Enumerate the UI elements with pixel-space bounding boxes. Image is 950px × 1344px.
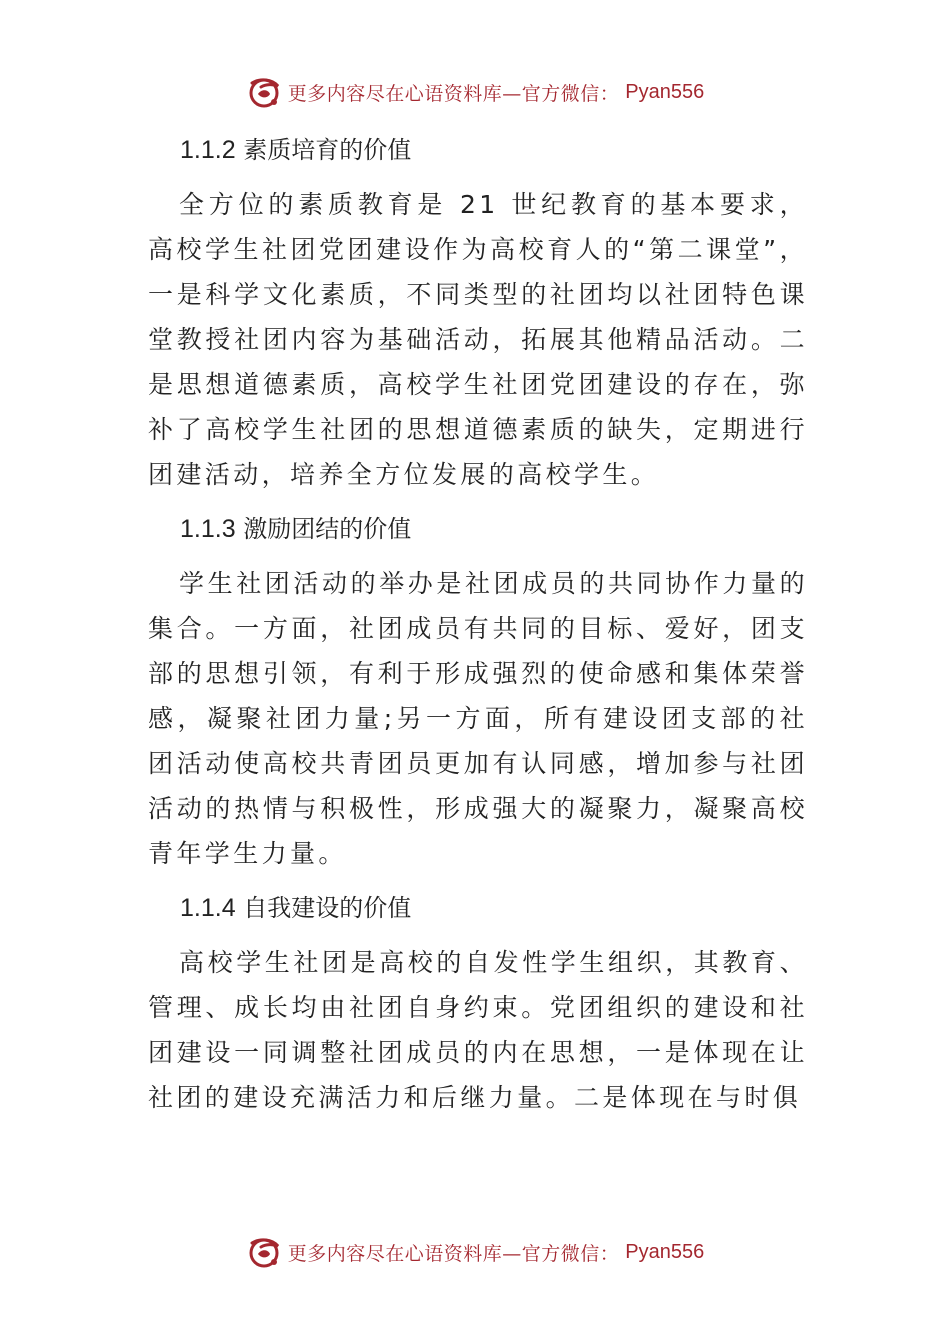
section-title: 自我建设的价值	[243, 894, 412, 922]
section-number: 1.1.3	[180, 515, 236, 543]
wechat-id: Pyan556	[625, 1240, 705, 1263]
banner-text: 更多内容尽在心语资料库—官方微信：	[287, 82, 620, 105]
banner-text: 更多内容尽在心语资料库—官方微信：	[287, 1242, 620, 1265]
document-body	[148, 128, 808, 1130]
section-paragraph: 高校学生社团是高校的自发性学生组织，其教育、管理、成长均由社团自身约束。党团组织的建设和社团建设一同调整社团成员的内在思想，一是体现在让社团的建设充满活力和后继力量。二是体现在与时俱	[148, 948, 808, 1112]
section-heading	[180, 507, 808, 551]
footer-banner	[0, 1230, 950, 1274]
section-heading	[180, 128, 808, 172]
section-paragraph: 全方位的素质教育是 21 世纪教育的基本要求，高校学生社团党团建设作为高校育人的“第二课堂”，一是科学文化素质，不同类型的社团均以社团特色课堂教授社团内容为基础活动，拓展其他精品活动。二是思想道德素质，高校学生社团党团建设的存在，弥补了高校学生社团的思想道德素质的缺失，定期进行团建活动，培养全方位发展的高校学生。	[148, 190, 808, 489]
section-1-1-4	[148, 886, 808, 1120]
brand-logo-icon	[246, 74, 282, 110]
section-number: 1.1.4	[180, 894, 236, 922]
section-heading	[180, 886, 808, 930]
brand-logo-icon	[246, 1234, 282, 1270]
section-paragraph: 学生社团活动的举办是社团成员的共同协作力量的集合。一方面，社团成员有共同的目标、爱好，团支部的思想引领，有利于形成强烈的使命感和集体荣誉感，凝聚社团力量;另一方面，所有建设团支部的社团活动使高校共青团员更加有认同感，增加参与社团活动的热情与积极性，形成强大的凝聚力，凝聚高校青年学生力量。	[148, 569, 808, 868]
wechat-id: Pyan556	[625, 80, 705, 103]
section-title: 素质培育的价值	[243, 136, 412, 164]
header-banner	[0, 70, 950, 114]
section-1-1-3	[148, 507, 808, 876]
section-1-1-2	[148, 128, 808, 497]
section-title: 激励团结的价值	[243, 515, 412, 543]
section-number: 1.1.2	[180, 136, 236, 164]
